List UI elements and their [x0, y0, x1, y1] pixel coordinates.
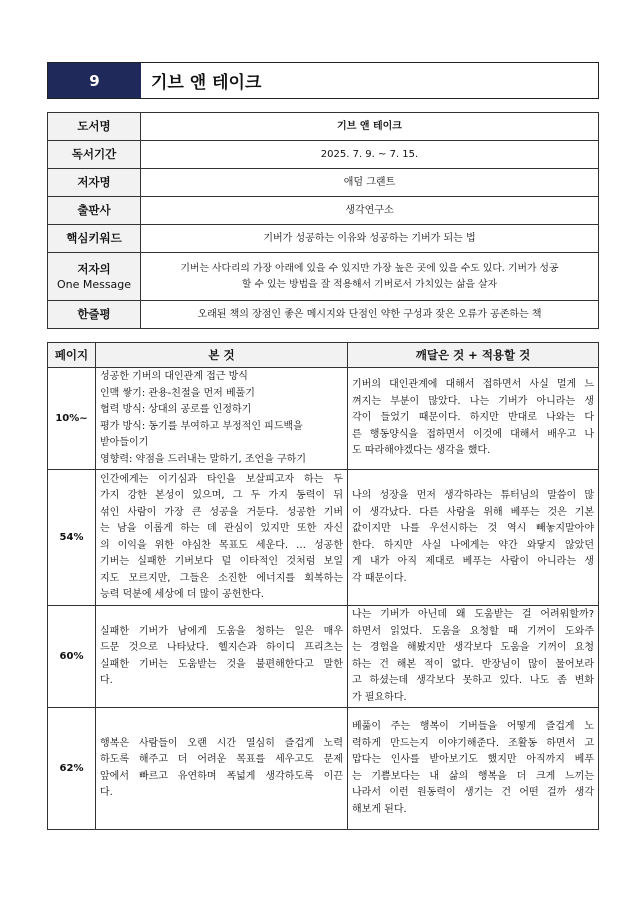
learned-line: 하는 건 해본 적이 없다. 반장님이 많이 물어보라	[352, 658, 594, 670]
notes-row	[48, 368, 599, 470]
learned-line: 각 때문이다.	[352, 572, 407, 584]
message-label-line: 저자의	[77, 261, 111, 276]
seen-cell	[96, 470, 348, 606]
learned-line: 이 생각났다. 다른 사람을 위해 베푸는 것은 기본	[352, 506, 594, 518]
learned-line: 하면서 읽었다. 도움을 요청할 때 기꺼이 도와주	[352, 625, 594, 637]
info-row-message	[48, 253, 599, 301]
info-row-period	[48, 141, 599, 169]
seen-line: 다.	[100, 675, 113, 686]
chapter-number: 9	[48, 63, 141, 98]
title-bar	[47, 62, 599, 99]
notes-row	[48, 470, 599, 606]
book-info-table	[47, 112, 599, 329]
seen-line: 앞에서 빠르고 유연하며 폭넓게 생각하도록 이끈	[100, 770, 343, 782]
page-cell: 60%	[48, 606, 96, 708]
info-label: 독서기간	[48, 141, 141, 169]
learned-line: 는 기쁨보다는 내 삶의 행복을 더 크게 느끼는	[352, 770, 594, 782]
info-label: 핵심키워드	[48, 225, 141, 253]
chapter-title: 기브 앤 테이크	[151, 73, 262, 93]
seen-line: 다.	[100, 787, 113, 798]
learned-line: 기버의 대인관계에 대해서 접하면서 사실 멀게 느	[352, 379, 594, 391]
info-row-author	[48, 169, 599, 197]
learned-line: 는 경험을 해봤지만 생각보다 도움을 기꺼이 요청	[352, 642, 594, 653]
learned-line: 게 내가 아직 제대로 베푸는 사람이 아니라는 생	[352, 556, 594, 567]
learned-cell	[348, 470, 599, 606]
seen-line: 능력 덕분에 세상에 더 많이 공헌한다.	[100, 589, 264, 600]
info-value: 오래된 책의 장점인 좋은 메시지와 단점인 약한 구성과 잦은 오류가 공존하는 책	[141, 301, 599, 329]
seen-line: 기버는 실패한 기버보다 덜 이타적인 것처럼 보일	[100, 556, 343, 567]
info-value: 애덤 그랜트	[141, 169, 599, 197]
notes-table	[47, 342, 599, 830]
notes-row	[48, 708, 599, 830]
info-value: 기브 앤 테이크	[141, 113, 599, 141]
learned-line: 나라서 이런 원동력이 생기는 건 어떤 걸까 생각	[352, 787, 594, 798]
seen-line: 지도 모르지만, 그들은 소진한 에너지를 회복하는	[100, 572, 343, 584]
seen-line: 하도록 해주고 더 어려운 목표를 세우고도 문제	[100, 754, 343, 765]
notes-header-row	[48, 343, 599, 368]
learned-line: 나의 성장을 먼저 생각하라는 튜터님의 말씀이 많	[352, 490, 594, 501]
info-value: 2025. 7. 9. ~ 7. 15.	[141, 141, 599, 169]
seen-line: 인간에게는 이기심과 타인을 보살피고자 하는 두	[100, 473, 343, 485]
seen-line: 받아들이기	[100, 437, 149, 448]
seen-line: 행복은 사람들이 오랜 시간 열심히 즐겁게 노력	[100, 737, 343, 749]
seen-line: 평가 방식: 동기를 부여하고 부정적인 피드백을	[100, 420, 303, 432]
info-label: 도서명	[48, 113, 141, 141]
header-learned: 깨달은 것 + 적용할 것	[348, 343, 599, 368]
learned-line: 각이 들었기 때문이다. 하지만 반대로 나와는 다	[352, 412, 594, 424]
page-cell: 62%	[48, 708, 96, 830]
seen-line: 섞인 사람이 가장 큰 성공을 거둔다. 성공한 기버	[100, 506, 343, 518]
learned-line: 도 따라해야겠다는 생각을 했다.	[352, 445, 491, 457]
seen-cell	[96, 708, 348, 830]
header-seen: 본 것	[96, 343, 348, 368]
page-cell: 54%	[48, 470, 96, 606]
learned-line: 고 하셨는데 생각보다 못하고 있다. 나도 좀 변화	[352, 675, 594, 686]
learned-line: 베풂이 주는 행복이 기버들을 어떻게 즐겁게 노	[352, 721, 594, 732]
notes-row	[48, 606, 599, 708]
learned-cell	[348, 606, 599, 708]
learned-line: 른 행동양식을 접하면서 이것에 대해서 배우고 나	[352, 428, 594, 440]
info-label: 저자명	[48, 169, 141, 197]
seen-line: 는 남을 이롭게 하는 데 관심이 있지만 또한 자신	[100, 523, 343, 534]
seen-line: 실패한 기버가 남에게 도움을 청하는 일은 매우	[100, 625, 343, 637]
info-label: 한줄평	[48, 301, 141, 329]
seen-line: 인맥 쌓기: 관용-친절을 먼저 베풀기	[100, 387, 255, 399]
seen-line: 가지 강한 본성이 있으며, 그 두 가지 동력이 뒤	[100, 490, 343, 501]
message-label-line: One Message	[56, 277, 132, 291]
seen-line: 실패한 기버는 도움받는 것을 불편해한다고 말한	[100, 658, 343, 670]
learned-line: 나는 기버가 아닌데 왜 도움받는 걸 어려워할까?	[352, 609, 594, 620]
info-row-publisher	[48, 197, 599, 225]
seen-cell	[96, 368, 348, 470]
info-value: 생각연구소	[141, 197, 599, 225]
message-label	[48, 253, 141, 301]
learned-line: 한다. 하지만 사실 나에게는 약간 와닿지 않았던	[352, 539, 594, 551]
learned-line: 가 필요하다.	[352, 691, 407, 703]
learned-cell	[348, 708, 599, 830]
seen-line: 성공한 기버의 대인관계 접근 방식	[100, 371, 248, 382]
info-row-title	[48, 113, 599, 141]
learned-line: 력하게 만드는지 이야기해준다. 조활동 하면서 고	[352, 737, 594, 749]
info-value: 기버가 성공하는 이유와 성공하는 기버가 되는 법	[141, 225, 599, 253]
header-page: 페이지	[48, 343, 96, 368]
seen-line: 드문 것으로 나타났다. 헬지슨과 하이디 프리츠는	[100, 642, 343, 653]
seen-cell	[96, 606, 348, 708]
learned-line: 맙다는 인사를 받아보기도 했지만 아직까지 베푸	[352, 754, 594, 765]
message-line: 기버는 사다리의 가장 아래에 있을 수 있지만 가장 높은 곳에 있을 수도 있다. 기버가 성공	[180, 262, 559, 274]
message-line: 할 수 있는 방법을 잘 적용해서 기버로서 가치있는 삶을 살자	[241, 278, 498, 290]
info-label: 출판사	[48, 197, 141, 225]
page-cell: 10%~	[48, 368, 96, 470]
seen-line: 의 이익을 위한 야심찬 목표도 세운다. … 성공한	[100, 539, 343, 551]
learned-line: 값이지만 나를 우선시하는 것 역시 빼놓지말아야	[352, 523, 594, 534]
learned-cell	[348, 368, 599, 470]
seen-line: 영향력: 약점을 드러내는 말하기, 조언을 구하기	[100, 453, 306, 465]
info-row-review	[48, 301, 599, 329]
info-row-keywords	[48, 225, 599, 253]
message-value	[141, 253, 599, 301]
seen-line: 협력 방식: 상대의 공로를 인정하기	[100, 404, 252, 415]
learned-line: 껴지는 부분이 많았다. 나는 기버가 아니라는 생	[352, 395, 594, 407]
learned-line: 해보게 된다.	[352, 803, 407, 815]
